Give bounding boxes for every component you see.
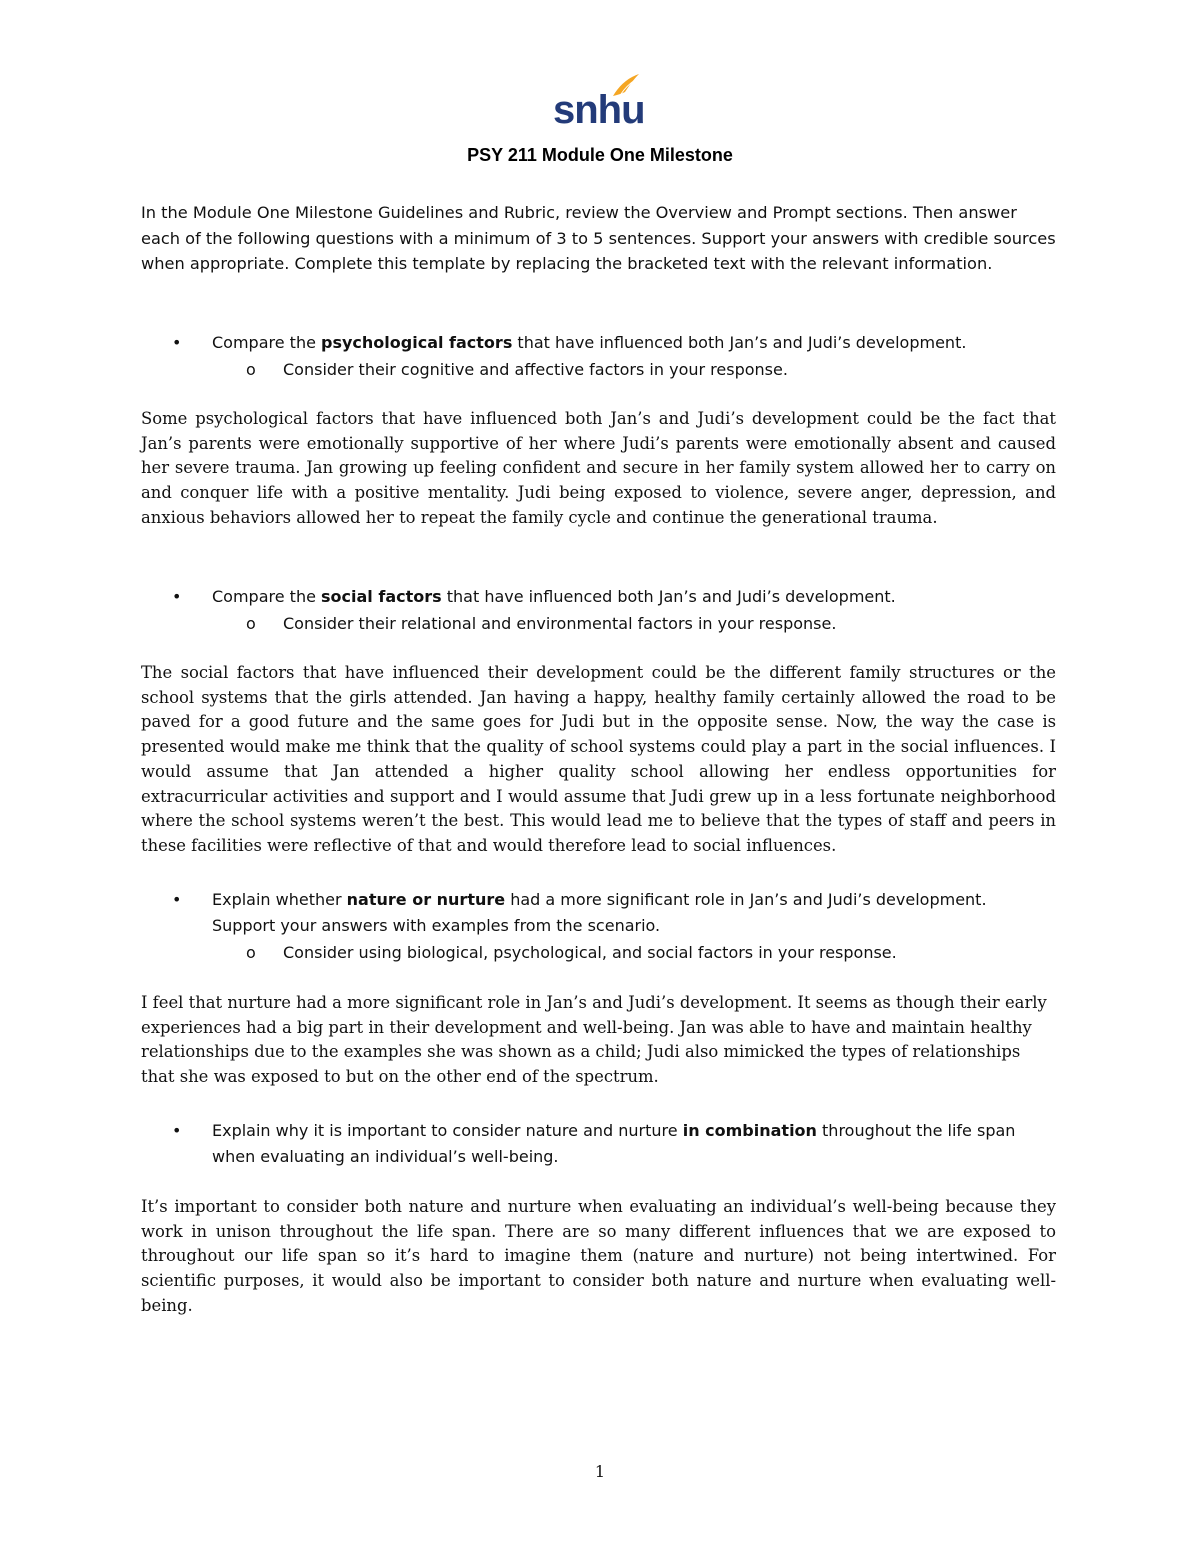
prompt-text: Explain why it is important to consider nature and nurture in combination throughout the life span when evaluating an individual’s well-being.	[212, 1121, 1016, 1166]
prompt-text: Compare the social factors that have influenced both Jan’s and Judi’s development.	[212, 587, 896, 606]
page-title: PSY 211 Module One Milestone	[467, 145, 733, 165]
prompt-text: Explain whether nature or nurture had a more significant role in Jan’s and Judi’s development. Support your answers with examples from the scenario.	[212, 890, 987, 935]
sub-bullet-icon: o	[246, 614, 256, 633]
sub-bullet-icon: o	[246, 943, 256, 962]
prompt-2	[172, 584, 1052, 610]
prompt-4	[172, 1118, 1052, 1169]
bullet-icon: •	[172, 333, 182, 352]
logo-wordmark: snhu	[553, 88, 645, 132]
subprompt-2	[246, 611, 1046, 636]
answer-1: Some psychological factors that have influenced both Jan’s and Judi’s development could be the fact that Jan’s parents were emotionally supportive of her where Judi’s parents were emotionally absent and caused her severe trauma. Jan growing up feeling confident and secure in her family system allowed her to carry on and conquer life with a positive mentality. Judi being exposed to violence, severe anger, depression, and anxious behaviors allowed her to repeat the family cycle and continue the generational trauma.	[141, 409, 1056, 527]
answer-4: It’s important to consider both nature and nurture when evaluating an individual’s well-being because they work in unison throughout the life span. There are so many different influences that we are exposed to throughout our life span so it’s hard to imagine them (nature and nurture) not being intertwined. For scientific purposes, it would also be important to consider both nature and nurture when evaluating well-being.	[141, 1197, 1056, 1315]
subprompt-1	[246, 357, 1046, 382]
bullet-icon: •	[172, 1121, 182, 1140]
subprompt-text: Consider their cognitive and affective factors in your response.	[283, 360, 788, 379]
subprompt-text: Consider their relational and environmental factors in your response.	[283, 614, 837, 633]
sub-bullet-icon: o	[246, 360, 256, 379]
page-number: 1	[594, 1462, 606, 1481]
answer-3: I feel that nurture had a more significant role in Jan’s and Judi’s development. It seems as though their early experiences had a big part in their development and well-being. Jan was able to have and maintain healthy relationships due to the examples she was shown as a child; Judi also mimicked the types of relationships that she was exposed to but on the other end of the spectrum.	[141, 993, 1047, 1087]
subprompt-text: Consider using biological, psychological, and social factors in your response.	[283, 943, 897, 962]
answer-2: The social factors that have influenced their development could be the different family structures or the school systems that the girls attended. Jan having a happy, healthy family certainly allowed the road to be paved for a good future and the same goes for Judi but in the opposite sense. Now, the way the case is presented would make me think that the quality of school systems could play a part in the social influences. I would assume that Jan attended a higher quality school allowing her endless opportunities for extracurricular activities and support and I would assume that Judi grew up in a less fortunate neighborhood where the school systems weren’t the best. This would lead me to believe that the types of staff and peers in these facilities were reflective of that and would therefore lead to social influences.	[141, 663, 1056, 855]
subprompt-3	[246, 940, 1046, 965]
prompt-text: Compare the psychological factors that have influenced both Jan’s and Judi’s development.	[212, 333, 967, 352]
snhu-logo	[553, 72, 643, 134]
intro-paragraph: In the Module One Milestone Guidelines and Rubric, review the Overview and Prompt sections. Then answer each of the following questions with a minimum of 3 to 5 sentences. Support your answers with credible sources when appropriate. Complete this template by replacing the bracketed text with the relevant information.	[141, 203, 1056, 273]
prompt-1	[172, 330, 1052, 356]
prompt-3	[172, 887, 1052, 938]
bullet-icon: •	[172, 890, 182, 909]
bullet-icon: •	[172, 587, 182, 606]
